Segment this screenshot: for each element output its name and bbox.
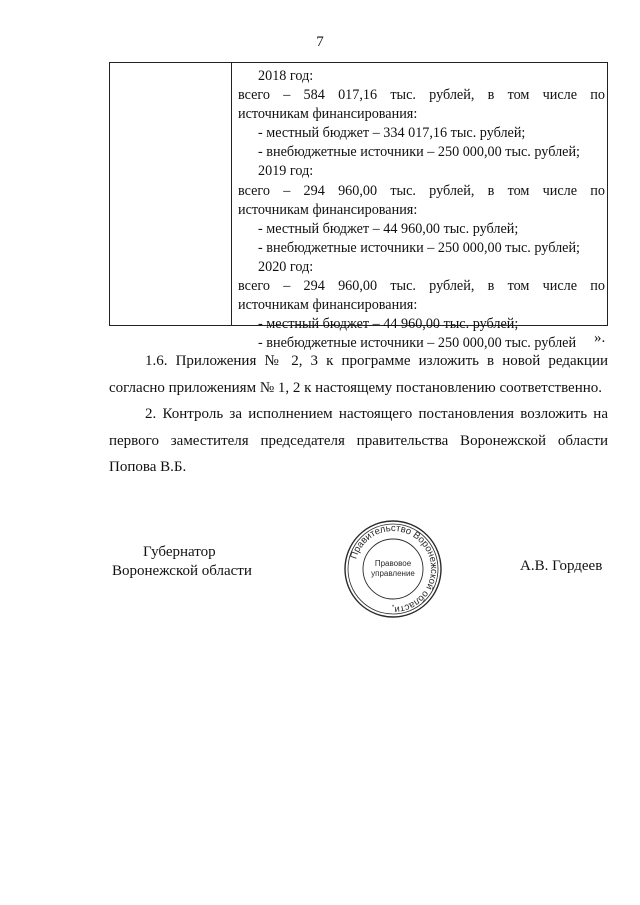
financing-line: источникам финансирования: <box>238 106 418 123</box>
closing-quote: ». <box>594 330 606 346</box>
financing-line: источникам финансирования: <box>238 201 418 218</box>
signatory-title-line-1: Губернатор <box>143 544 216 560</box>
official-seal-stamp <box>343 519 443 619</box>
financing-line: 2020 год: <box>258 258 314 275</box>
paragraph-1-6: 1.6. Приложения № 2, 3 к программе изложить в новой редакции согласно приложениям № 1, 2 к настоящему постановлению соответственно. <box>109 353 608 396</box>
signatory-title-line-2: Воронежской области <box>112 563 252 579</box>
financing-line: - внебюджетные источники – 250 000,00 тыс. рублей <box>258 335 577 352</box>
financing-cell <box>238 67 605 353</box>
financing-line: - внебюджетные источники – 250 000,00 тыс. рублей; <box>258 144 580 161</box>
financing-line: всего – 294 960,00 тыс. рублей, в том числе по <box>238 278 605 295</box>
financing-line: - местный бюджет – 334 017,16 тыс. рублей; <box>258 125 526 142</box>
financing-line: - местный бюджет – 44 960,00 тыс. рублей; <box>258 220 519 237</box>
seal-ring-text: Правительство Воронежской области <box>348 522 440 616</box>
financing-line: всего – 294 960,00 тыс. рублей, в том числе по <box>238 182 605 199</box>
financing-line: всего – 584 017,16 тыс. рублей, в том числе по <box>238 87 605 104</box>
table-column-divider <box>231 63 232 325</box>
signatory-name: А.В. Гордеев <box>520 558 603 574</box>
page-number: 7 <box>316 34 324 50</box>
financing-line: источникам финансирования: <box>238 297 418 314</box>
financing-line: - внебюджетные источники – 250 000,00 тыс. рублей; <box>258 239 580 256</box>
financing-line: 2019 год: <box>258 163 314 180</box>
financing-line: - местный бюджет – 44 960,00 тыс. рублей; <box>258 316 519 333</box>
paragraph-2: 2. Контроль за исполнением настоящего постановления возложить на первого заместителя председателя правительства Воронежской области Попова В.Б. <box>109 406 608 475</box>
financing-table <box>109 62 608 352</box>
financing-line: 2018 год: <box>258 68 314 84</box>
seal-star-icon: * <box>391 605 395 611</box>
seal-center-line-2: управление <box>371 569 415 578</box>
seal-center-line-1: Правовое <box>374 559 412 568</box>
signatory-title <box>112 543 252 581</box>
